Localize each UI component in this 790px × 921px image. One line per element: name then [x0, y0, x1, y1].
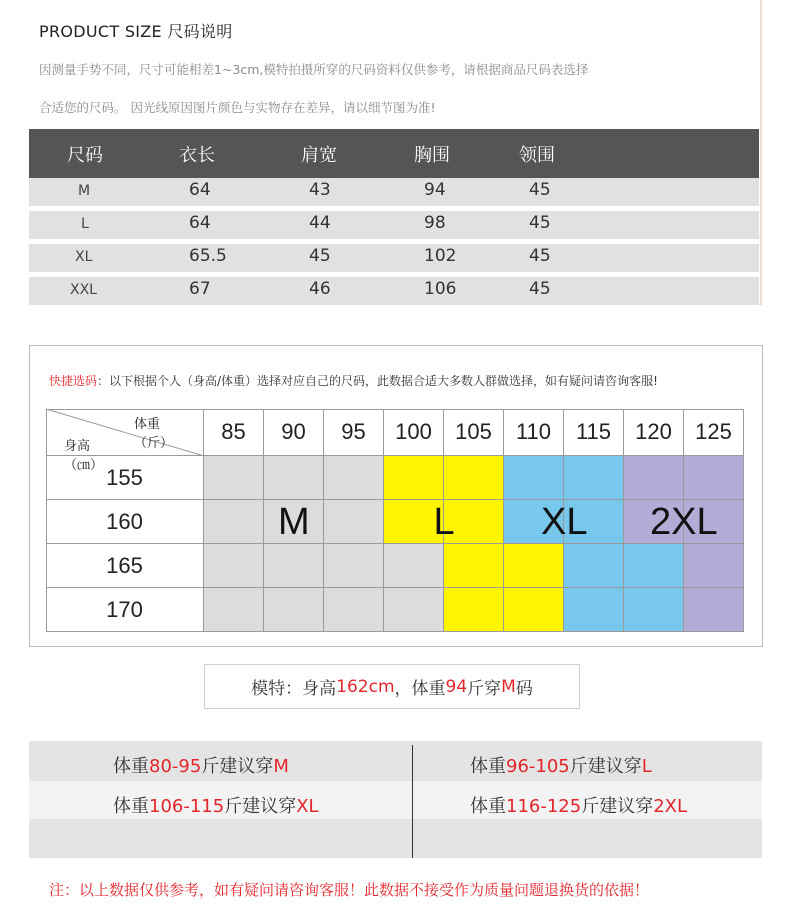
cell-length: 64 [189, 180, 211, 200]
recommendation-band [29, 819, 762, 858]
cell-collar: 45 [529, 246, 551, 266]
height-axis-label: 身高（㎝） [64, 439, 104, 473]
model-height: 162cm [336, 676, 395, 697]
header-size: 尺码 [67, 145, 103, 166]
size-label-l: L [433, 500, 455, 543]
cell-collar: 45 [529, 279, 551, 299]
weight-header: 95 [324, 409, 384, 456]
quick-select-note [49, 372, 658, 389]
table-row [29, 178, 759, 206]
recommendation-item: 体重80-95斤建议穿M [113, 756, 289, 777]
header-shoulder: 肩宽 [301, 145, 337, 166]
cell-collar: 45 [529, 213, 551, 233]
size-label-m: M [278, 500, 310, 543]
recommendation-item: 体重116-125斤建议穿2XL [470, 796, 688, 817]
header-length: 衣长 [179, 145, 215, 166]
cell-chest: 94 [424, 180, 446, 200]
recommendation-item: 体重96-105斤建议穿L [470, 756, 652, 777]
page-title: PRODUCT SIZE 尺码说明 [39, 22, 233, 41]
weight-header: 85 [204, 409, 264, 456]
weight-header: 100 [384, 409, 444, 456]
header-collar: 领围 [519, 145, 555, 166]
cell-length: 67 [189, 279, 211, 299]
model-weight: 94 [445, 676, 468, 697]
model-mid: ，体重 [394, 679, 446, 699]
cell-size: L [81, 216, 89, 232]
cell-size: XL [75, 249, 93, 265]
table-row [29, 211, 759, 239]
model-info [204, 664, 580, 709]
header-chest: 胸围 [414, 145, 450, 166]
quick-select-text: ：以下根据个人（身高/体重）选择对应自己的尺码，此数据合适大多数人群做选择，如有疑问请咨询客服! [97, 374, 658, 388]
height-header: 160 [46, 500, 204, 544]
height-header: 155 [46, 456, 204, 500]
weight-header: 115 [564, 409, 624, 456]
height-header: 170 [46, 588, 204, 632]
recommendation-item: 体重106-115斤建议穿XL [113, 796, 319, 817]
weight-header: 105 [444, 409, 504, 456]
recommendation-panel [29, 741, 762, 858]
cell-length: 65.5 [189, 246, 227, 266]
quick-select-label: 快捷选码 [49, 374, 98, 388]
recommendation-divider [412, 745, 413, 858]
height-header: 165 [46, 544, 204, 588]
cell-size: XXL [70, 282, 97, 298]
intro-line-2: 合适您的尺码。 因光线原因图片颜色与实物存在差异，请以细节图为准! [39, 100, 436, 115]
cell-size: M [78, 183, 91, 199]
intro-line-1: 因测量手势不同，尺寸可能相差1~3cm,模特拍摄所穿的尺码资料仅供参考，请根据商品尺码表选择 [39, 62, 589, 77]
cell-shoulder: 45 [309, 246, 331, 266]
weight-header: 90 [264, 409, 324, 456]
cell-length: 64 [189, 213, 211, 233]
model-suffix: 码 [515, 679, 533, 699]
cell-shoulder: 46 [309, 279, 331, 299]
cell-shoulder: 43 [309, 180, 331, 200]
weight-header: 110 [504, 409, 564, 456]
model-size: M [501, 676, 516, 697]
disclaimer-note: 注：以上数据仅供参考，如有疑问请咨询客服！此数据不接受作为质量问题退换货的依据！ [49, 881, 650, 899]
weight-axis-label: 体重（斤） [134, 417, 174, 451]
model-prefix: 模特：身高 [251, 679, 337, 699]
cell-chest: 98 [424, 213, 446, 233]
model-mid2: 斤穿 [467, 679, 502, 699]
cell-chest: 106 [424, 279, 457, 299]
table-row [29, 244, 759, 272]
cell-chest: 102 [424, 246, 457, 266]
size-label-xxl: 2XL [650, 500, 718, 543]
weight-header: 125 [684, 409, 744, 456]
cell-collar: 45 [529, 180, 551, 200]
cell-shoulder: 44 [309, 213, 331, 233]
right-edge-rule [760, 0, 762, 305]
size-label-xl: XL [541, 500, 588, 543]
weight-header: 120 [624, 409, 684, 456]
size-table-header [29, 129, 759, 178]
table-row [29, 277, 759, 305]
